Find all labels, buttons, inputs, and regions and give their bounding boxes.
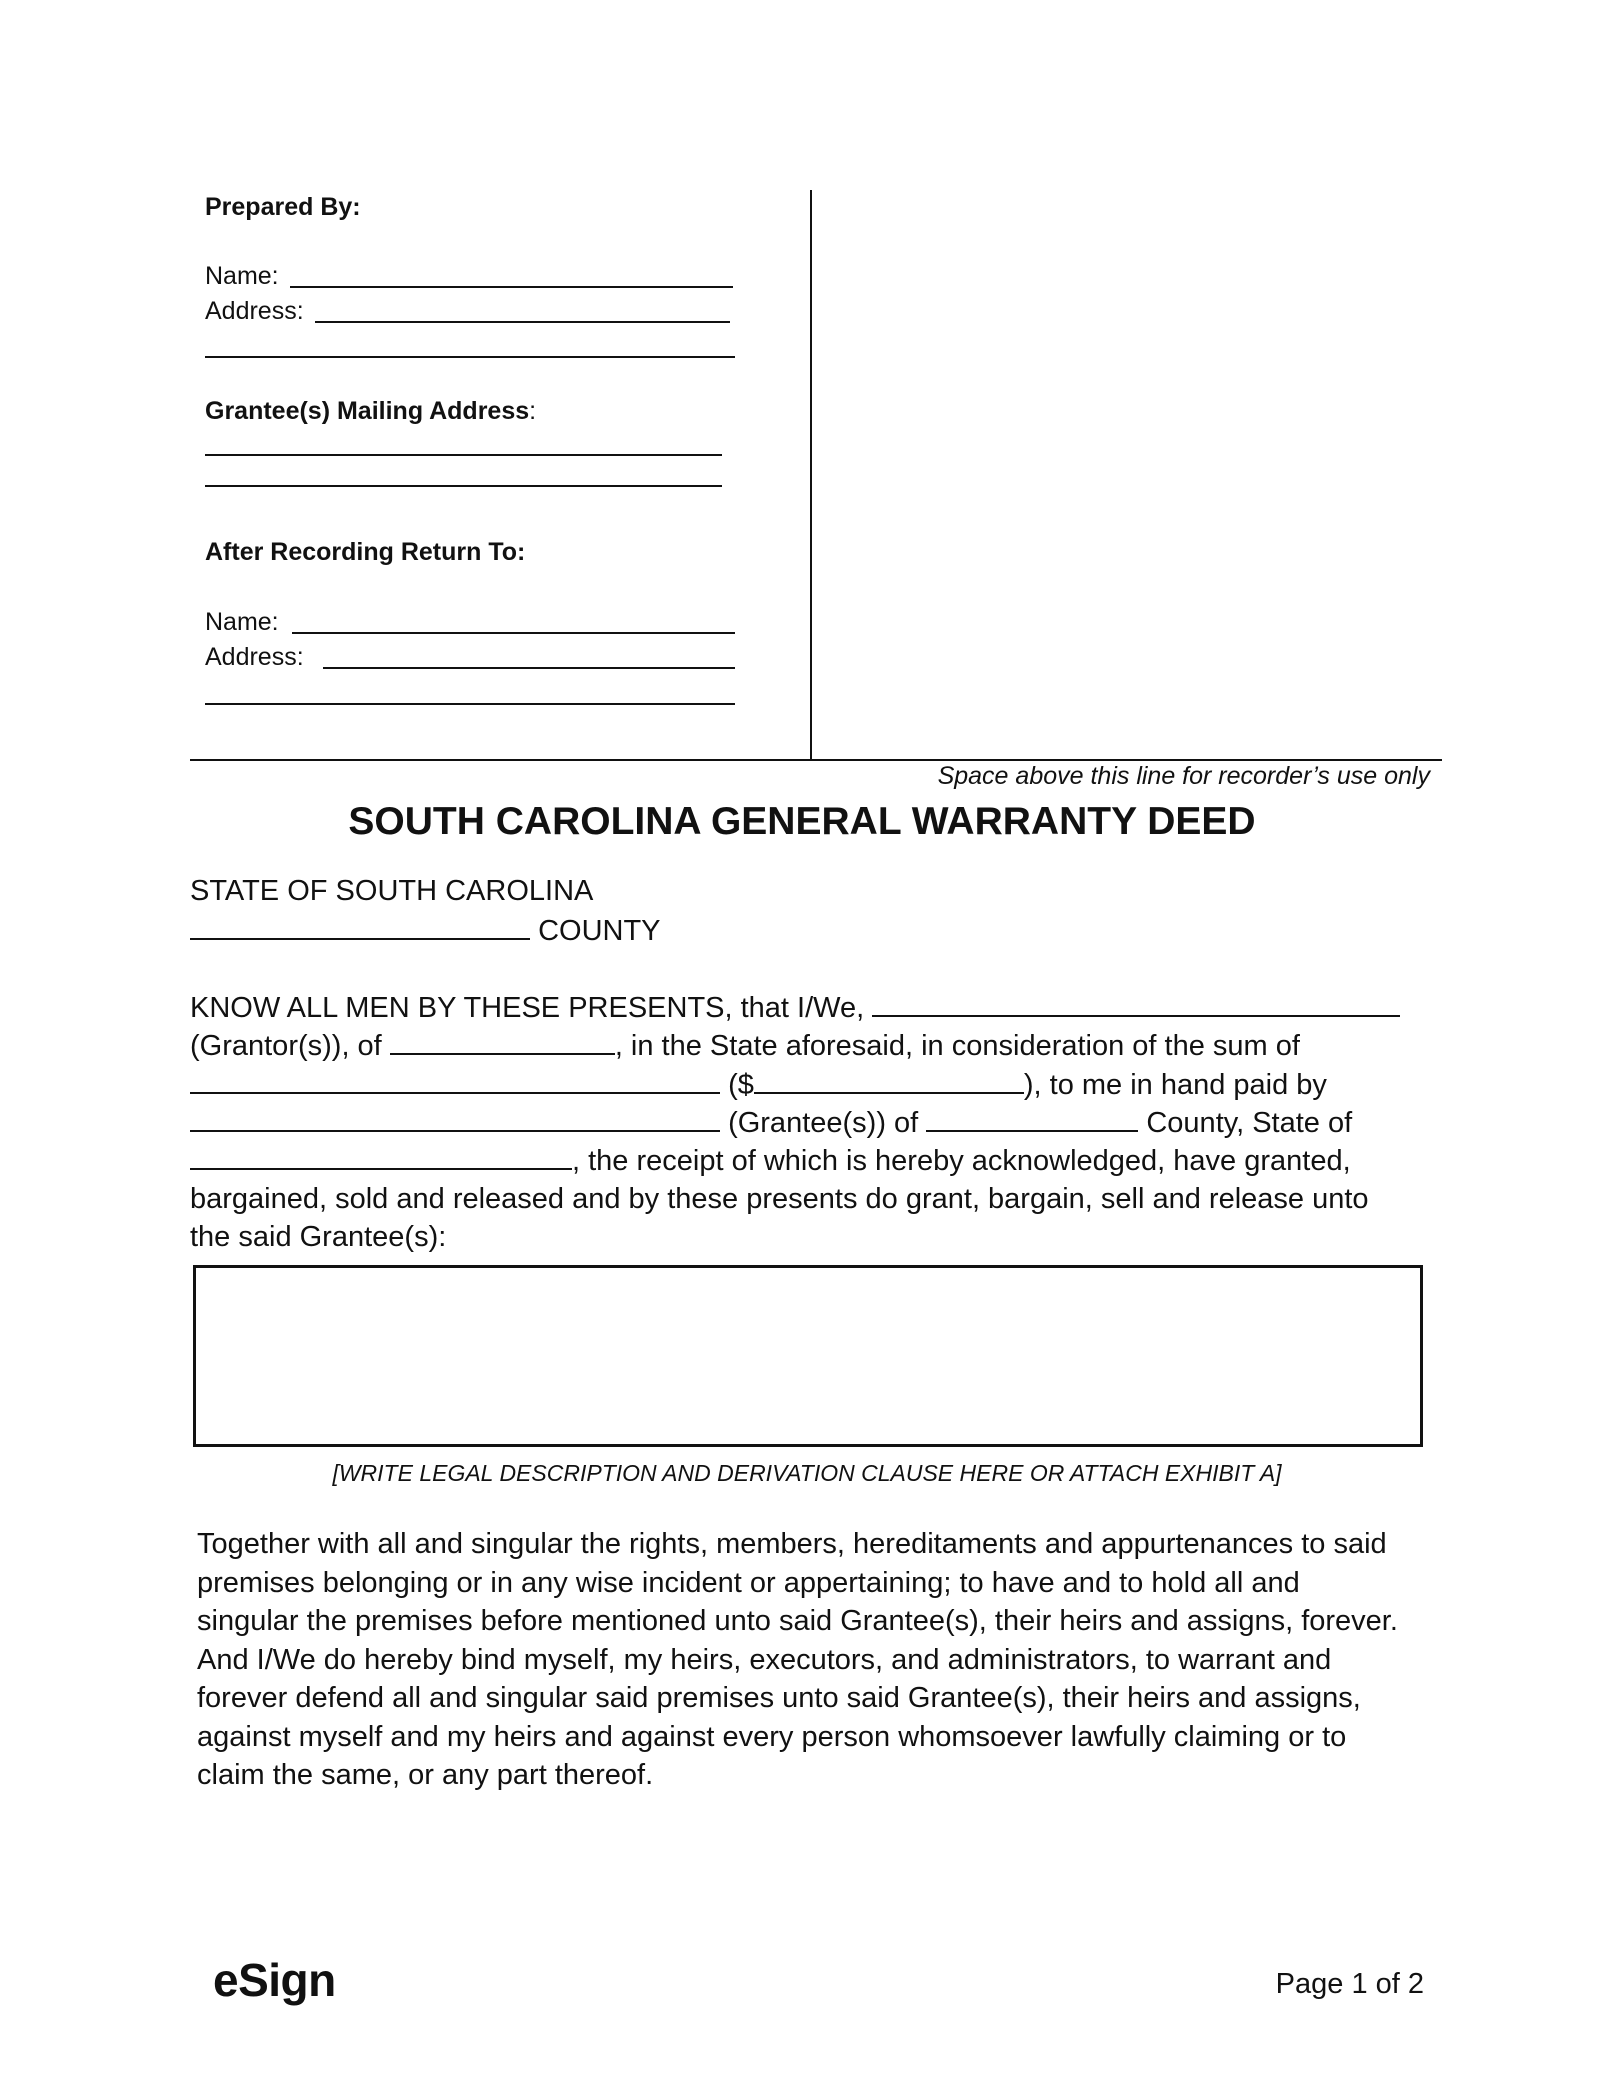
- prepared-by-name-field[interactable]: [290, 286, 733, 288]
- conveyance-line-1: [190, 989, 1400, 1027]
- conveyance-text-2a: (Grantor(s)), of: [190, 1030, 382, 1062]
- county-field[interactable]: [190, 914, 530, 940]
- consideration-amount-field[interactable]: [754, 1068, 1024, 1094]
- return-address-field-2[interactable]: [205, 703, 735, 705]
- prepared-by-label: Prepared By:: [205, 193, 361, 221]
- conveyance-line-7: the said Grantee(s):: [190, 1221, 447, 1253]
- grantee-name-field[interactable]: [190, 1106, 720, 1132]
- legal-description-box[interactable]: [193, 1265, 1423, 1447]
- grantee-mailing-address-label: [205, 397, 536, 426]
- return-name-field[interactable]: [292, 632, 735, 634]
- conveyance-line-3: [190, 1066, 1327, 1104]
- habendum-line: Together with all and singular the rights, members, hereditaments and appurtenances to said: [197, 1528, 1387, 1560]
- grantee-mailing-address-field-2[interactable]: [205, 485, 722, 487]
- recorder-divider-horizontal: [190, 759, 1442, 761]
- conveyance-line-6: bargained, sold and released and by these presents do grant, bargain, sell and release unto: [190, 1183, 1369, 1215]
- conveyance-text-1: KNOW ALL MEN BY THESE PRESENTS, that I/We,: [190, 992, 865, 1024]
- conveyance-text-2b: , in the State aforesaid, in consideration of the sum of: [614, 1030, 1300, 1062]
- prepared-by-name-label: Name:: [205, 262, 279, 290]
- recorder-note: Space above this line for recorder’s use only: [937, 762, 1430, 790]
- return-name-label: Name:: [205, 608, 279, 636]
- habendum-line: forever defend all and singular said premises unto said Grantee(s), their heirs and assigns,: [197, 1682, 1361, 1714]
- habendum-line: premises belonging or in any wise incident or appertaining; to have and to hold all and: [197, 1566, 1300, 1599]
- grantee-state-field[interactable]: [190, 1144, 572, 1170]
- habendum-line: claim the same, or any part thereof.: [197, 1759, 654, 1791]
- return-address-field[interactable]: [323, 667, 735, 669]
- page-number: Page 1 of 2: [1275, 1968, 1424, 2000]
- consideration-words-field[interactable]: [190, 1068, 720, 1094]
- conveyance-text-3b: ), to me in hand paid by: [1023, 1069, 1327, 1101]
- prepared-by-address-field[interactable]: [315, 321, 730, 323]
- county-label: COUNTY: [538, 915, 661, 947]
- conveyance-text-3a: ($: [728, 1069, 754, 1101]
- conveyance-line-4: [190, 1104, 1352, 1142]
- page-title: SOUTH CAROLINA GENERAL WARRANTY DEED: [348, 800, 1256, 843]
- legal-description-caption: [WRITE LEGAL DESCRIPTION AND DERIVATION CLAUSE HERE OR ATTACH EXHIBIT A]: [332, 1460, 1282, 1486]
- prepared-by-address-label: Address:: [205, 297, 304, 325]
- habendum-line: singular the premises before mentioned unto said Grantee(s), their heirs and assigns, forever.: [197, 1605, 1398, 1637]
- grantor-county-field[interactable]: [390, 1029, 615, 1055]
- grantee-mailing-address-colon: :: [529, 397, 537, 425]
- conveyance-text-4a: (Grantee(s)) of: [728, 1107, 919, 1139]
- return-address-label: Address:: [205, 643, 304, 671]
- habendum-line: against myself and my heirs and against every person whomsoever lawfully claiming or to: [197, 1720, 1347, 1753]
- grantor-name-field[interactable]: [872, 991, 1400, 1017]
- state-line: STATE OF SOUTH CAROLINA: [190, 875, 594, 907]
- grantee-mailing-address-label-text: Grantee(s) Mailing Address: [205, 397, 530, 425]
- conveyance-line-2: [190, 1027, 1300, 1065]
- esign-logo: eSign: [213, 1954, 336, 2006]
- grantee-mailing-address-field-1[interactable]: [205, 454, 722, 456]
- grantee-county-field[interactable]: [926, 1106, 1138, 1132]
- recorder-divider-vertical: [810, 190, 812, 760]
- county-line: [190, 912, 661, 950]
- habendum-line: And I/We do hereby bind myself, my heirs, executors, and administrators, to warrant and: [197, 1643, 1332, 1676]
- conveyance-text-5: , the receipt of which is hereby acknowledged, have granted,: [572, 1145, 1351, 1177]
- conveyance-line-5: [190, 1142, 1351, 1180]
- prepared-by-address-field-2[interactable]: [205, 356, 735, 358]
- conveyance-text-4b: County, State of: [1146, 1107, 1353, 1139]
- after-recording-label: After Recording Return To:: [205, 538, 526, 566]
